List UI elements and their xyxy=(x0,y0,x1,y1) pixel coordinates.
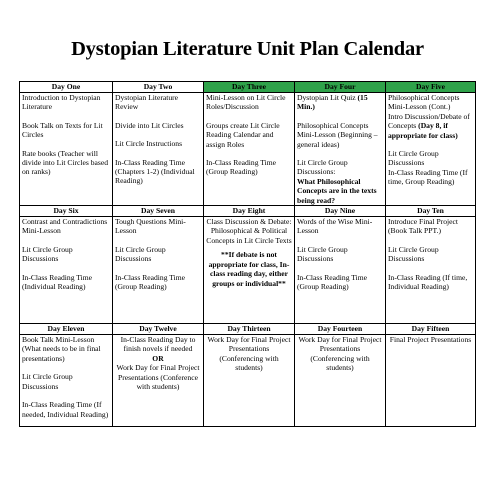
day-cell xyxy=(20,217,113,324)
cell-text: Lit Circle Group Discussions xyxy=(115,244,166,264)
cell-text: In-Class Reading Time (Group Reading) xyxy=(297,272,368,292)
day-cell xyxy=(113,217,204,324)
cell-text: In-Class Reading Time (Chapters 1-2) (Individual Reading) xyxy=(115,157,195,186)
cell-text: Lit Circle Group Discussions xyxy=(388,149,439,168)
cell-text: Lit Circle Group Discussions xyxy=(297,244,348,264)
day-cell xyxy=(386,93,476,206)
day-header: Day Two xyxy=(113,82,204,93)
cell-text: Book Talk on Texts for Lit Circles xyxy=(22,120,103,140)
day-header-highlighted: Day Three xyxy=(204,82,295,93)
cell-text: Lit Circle Group Discussions: xyxy=(297,158,348,177)
cell-text: Final Project Presentations xyxy=(389,335,472,345)
day-header: Day Eleven xyxy=(20,324,113,335)
day-cell xyxy=(113,93,204,206)
week-2-header-row xyxy=(20,206,476,217)
cell-text: Groups create Lit Circle Reading Calendar and assign Roles xyxy=(206,120,280,149)
day-header: Day One xyxy=(20,82,113,93)
cell-text: Lit Circle Group Discussions xyxy=(22,244,73,264)
cell-text: Words of the Wise Mini-Lesson xyxy=(297,217,373,236)
week-3-header-row xyxy=(20,324,476,335)
day-cell xyxy=(20,93,113,206)
day-cell xyxy=(386,217,476,324)
week-1-content-row xyxy=(20,93,476,206)
cell-text: Lit Circle Instructions xyxy=(115,139,183,149)
cell-text: Divide into Lit Circles xyxy=(115,120,184,130)
day-cell xyxy=(20,335,113,427)
cell-text: Lit Circle Group Discussions xyxy=(22,372,73,391)
day-cell xyxy=(295,335,386,427)
cell-text: Introduction to Dystopian Literature xyxy=(22,93,101,112)
cell-text: In-Class Reading Time (If needed, Individual Reading) xyxy=(22,400,109,419)
cell-text: Dystopian Literature Review xyxy=(115,93,179,112)
cell-text: Lit Circle Group Discussions xyxy=(388,244,439,264)
week-1-header-row xyxy=(20,82,476,93)
cell-text: Philosophical Concepts Mini-Lesson (Cont.) xyxy=(388,93,460,112)
cell-text: In-Class Reading Time (Group Reading) xyxy=(206,158,277,177)
cell-text: Rate books (Teacher will divide into Lit Circles based on ranks) xyxy=(22,148,109,177)
cell-text: In-Class Reading Time (Individual Reading) xyxy=(22,272,93,292)
day-header: Day Eight xyxy=(204,206,295,217)
cell-text: In-Class Reading (If time, Individual Reading) xyxy=(388,272,468,292)
day-cell xyxy=(295,93,386,206)
cell-text: Work Day for Final Project Presentations (Conferencing with students) xyxy=(207,335,291,373)
day-header-highlighted: Day Five xyxy=(386,82,476,93)
day-header: Day Twelve xyxy=(113,324,204,335)
day-header: Day Ten xyxy=(386,206,476,217)
cell-text: In-Class Reading Time (Group Reading) xyxy=(115,272,186,292)
cell-text: In-Class Reading Time (If time, Group Reading) xyxy=(388,167,468,187)
day-header-highlighted: Day Four xyxy=(295,82,386,93)
day-cell xyxy=(386,335,476,427)
day-cell xyxy=(295,217,386,324)
day-header: Day Thirteen xyxy=(204,324,295,335)
cell-text: Tough Questions Mini-Lesson xyxy=(115,217,186,236)
cell-text: Class Discussion & Debate: Philosophical & Political Concepts in Lit Circle Texts xyxy=(206,217,292,245)
day-cell xyxy=(204,93,295,206)
page-title: Dystopian Literature Unit Plan Calendar xyxy=(71,38,424,60)
cell-text-bold: What Philosophical Concepts are in the texts being read? xyxy=(297,176,377,205)
cell-text: In-Class Reading Day to finish novels if needed xyxy=(120,335,196,354)
day-header: Day Six xyxy=(20,206,113,217)
cell-text: Introduce Final Project (Book Talk PPT.) xyxy=(388,217,459,236)
cell-text: Philosophical Concepts Mini-Lesson (Beginning – general ideas) xyxy=(297,120,378,149)
cell-text: Mini-Lesson on Lit Circle Roles/Discussion xyxy=(206,93,286,112)
cell-text: Intro Discussion/Debate of Concepts (Day 8, if appropriate for class) xyxy=(388,111,470,140)
cell-text: Work Day for Final Project Presentations (Conference with students) xyxy=(116,363,200,392)
day-header: Day Nine xyxy=(295,206,386,217)
day-cell xyxy=(204,335,295,427)
week-3-content-row xyxy=(20,335,476,427)
day-header: Day Fifteen xyxy=(386,324,476,335)
day-header: Day Fourteen xyxy=(295,324,386,335)
cell-text: Work Day for Final Project Presentations (Conferencing with students) xyxy=(298,335,382,373)
day-cell xyxy=(204,217,295,324)
calendar-table xyxy=(19,81,476,427)
day-cell xyxy=(113,335,204,427)
cell-text: Dystopian Lit Quiz (15 Min.) xyxy=(297,93,368,112)
week-2-content-row xyxy=(20,217,476,324)
cell-text-bold: OR xyxy=(152,353,164,363)
cell-text: Contrast and Contradictions Mini-Lesson xyxy=(22,217,108,236)
cell-text: Book Talk Mini-Lesson (What needs to be in final presentations) xyxy=(22,335,101,363)
day-header: Day Seven xyxy=(113,206,204,217)
cell-text-bold: **If debate is not appropriate for class, In-class reading day, either groups or individual** xyxy=(208,250,290,288)
